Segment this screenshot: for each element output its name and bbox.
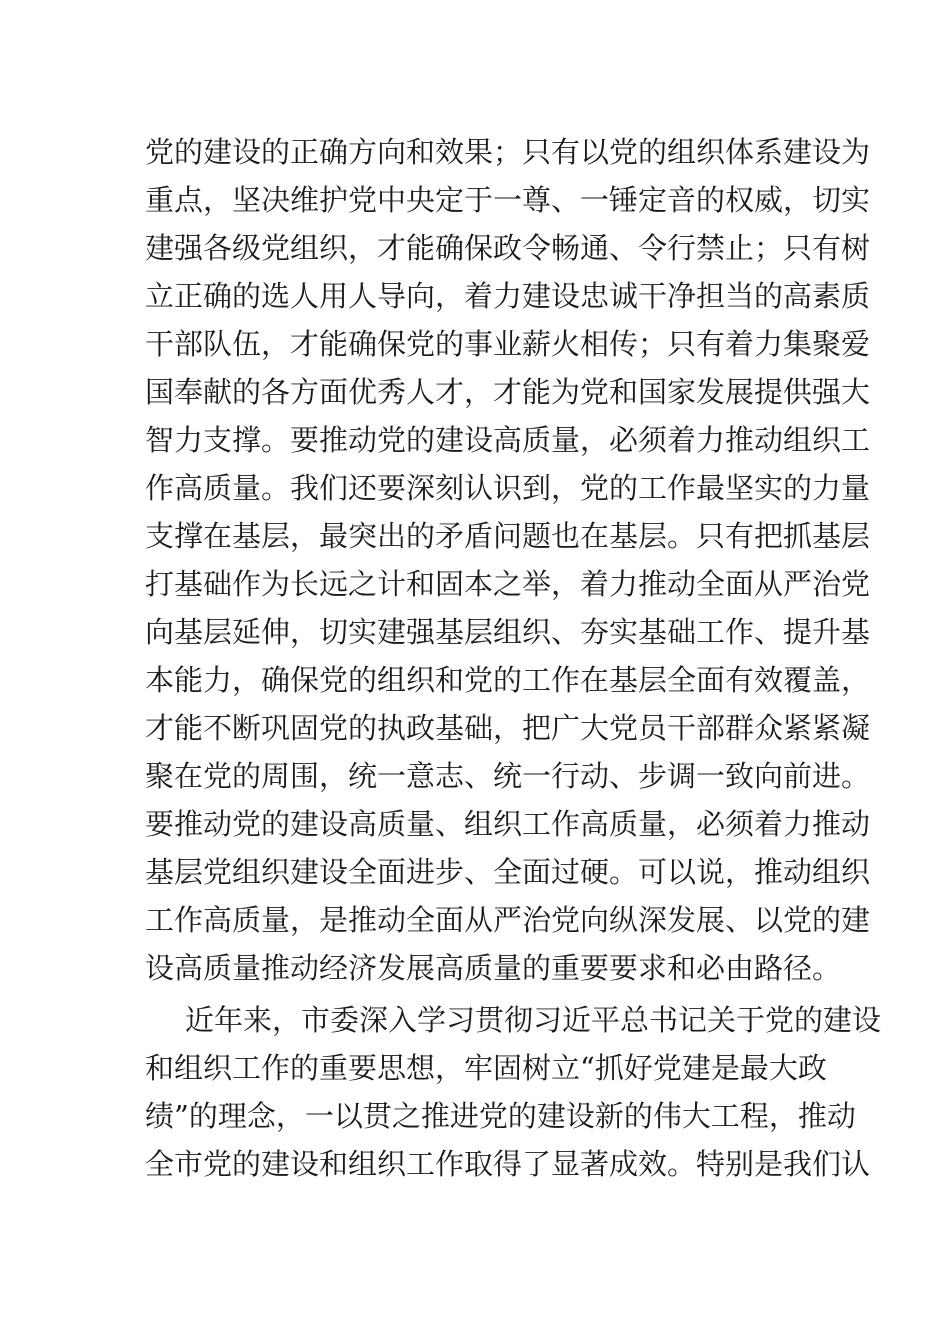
text-line: 绩”的理念，一以贯之推进党的建设新的伟大工程，推动 xyxy=(145,1099,856,1133)
text-line: 本能力，确保党的组织和党的工作在基层全面有效覆盖， xyxy=(145,663,871,697)
text-line: 建强各级党组织，才能确保政令畅通、令行禁止；只有树 xyxy=(145,231,871,265)
text-line: 作高质量。我们还要深刻认识到，党的工作最坚实的力量 xyxy=(145,471,871,505)
text-line: 立正确的选人用人导向，着力建设忠诚干净担当的高素质 xyxy=(145,279,871,313)
text-line: 设高质量推动经济发展高质量的重要要求和必由路径。 xyxy=(145,951,842,985)
text-line: 向基层延伸，切实建强基层组织、夯实基础工作、提升基 xyxy=(145,615,871,649)
text-line: 支撑在基层，最突出的矛盾问题也在基层。只有把抓基层 xyxy=(145,519,871,553)
text-line: 干部队伍，才能确保党的事业薪火相传；只有着力集聚爱 xyxy=(145,327,871,361)
text-line: 和组织工作的重要思想，牢固树立“抓好党建是最大政 xyxy=(145,1051,827,1085)
text-line: 才能不断巩固党的执政基础，把广大党员干部群众紧紧凝 xyxy=(145,711,871,745)
text-line: 工作高质量，是推动全面从严治党向纵深发展、以党的建 xyxy=(145,903,871,937)
text-line: 国奉献的各方面优秀人才，才能为党和国家发展提供强大 xyxy=(145,375,871,409)
text-line: 近年来，市委深入学习贯彻习近平总书记关于党的建设 xyxy=(185,1003,882,1037)
text-line: 打基础作为长远之计和固本之举，着力推动全面从严治党 xyxy=(145,567,871,601)
text-line: 重点，坚决维护党中央定于一尊、一锤定音的权威，切实 xyxy=(145,183,871,217)
text-line: 全市党的建设和组织工作取得了显著成效。特别是我们认 xyxy=(145,1147,871,1181)
text-line: 智力支撑。要推动党的建设高质量，必须着力推动组织工 xyxy=(145,423,871,457)
text-line: 基层党组织建设全面进步、全面过硬。可以说，推动组织 xyxy=(145,855,871,889)
text-line: 聚在党的周围，统一意志、统一行动、步调一致向前进。 xyxy=(145,759,871,793)
text-line: 要推动党的建设高质量、组织工作高质量，必须着力推动 xyxy=(145,807,871,841)
text-line: 党的建设的正确方向和效果；只有以党的组织体系建设为 xyxy=(145,135,871,169)
